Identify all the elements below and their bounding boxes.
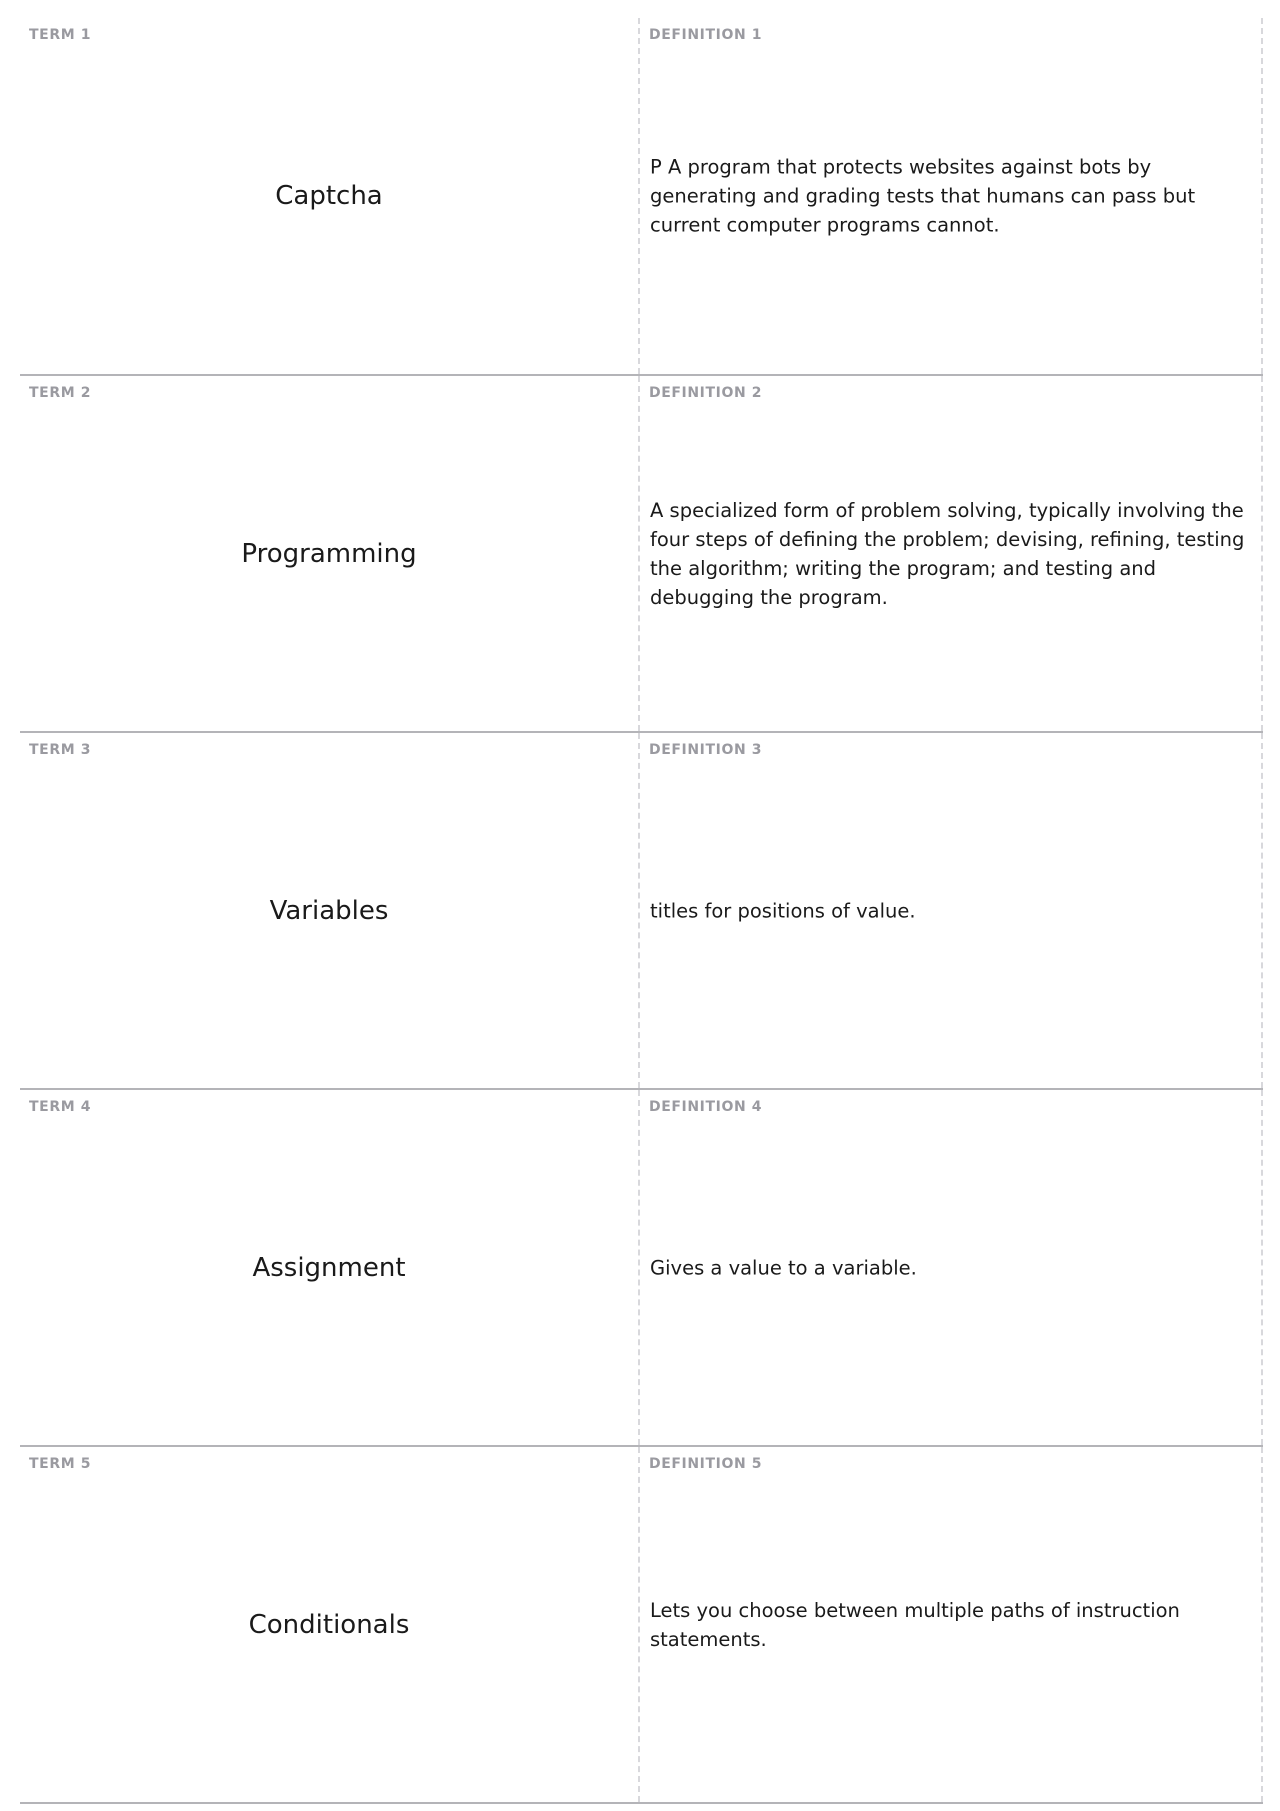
- term-cell: [20, 1447, 640, 1802]
- definition-cell: [640, 18, 1263, 374]
- flashcard-row: [20, 1447, 1263, 1804]
- definition-label: DEFINITION 2: [649, 385, 763, 401]
- term-cell: [20, 1090, 640, 1445]
- term-cell: [20, 18, 640, 374]
- term-text: Variables: [269, 895, 389, 926]
- term-cell: [20, 733, 640, 1088]
- definition-label: DEFINITION 1: [649, 27, 763, 43]
- flashcard-sheet: [20, 18, 1263, 1804]
- definition-text: A specialized form of problem solving, typically involving the four steps of defining the problem; devising, refining, testing the algorithm; writing the program; and testing and debugging the program.: [650, 498, 1245, 609]
- definition-text: P A program that protects websites against bots by generating and grading tests that humans can pass but current computer programs cannot.: [650, 155, 1196, 237]
- definition-cell: [640, 1090, 1263, 1445]
- definition-cell: [640, 733, 1263, 1088]
- term-text: Captcha: [275, 181, 383, 211]
- term-label: TERM 1: [29, 27, 92, 43]
- definition-text: titles for positions of value.: [650, 899, 916, 922]
- term-text: Conditionals: [248, 1609, 410, 1640]
- flashcard-row: [20, 376, 1263, 733]
- definition-label: DEFINITION 3: [649, 742, 763, 758]
- flashcard-row: [20, 1090, 1263, 1447]
- definition-label: DEFINITION 4: [649, 1099, 763, 1115]
- definition-text: Lets you choose between multiple paths of instruction statements.: [650, 1598, 1180, 1651]
- definition-cell: [640, 1447, 1263, 1802]
- term-label: TERM 5: [29, 1456, 92, 1472]
- term-cell: [20, 376, 640, 731]
- definition-cell: [640, 376, 1263, 731]
- definition-label: DEFINITION 5: [649, 1456, 763, 1472]
- definition-text: Gives a value to a variable.: [650, 1256, 917, 1279]
- term-label: TERM 3: [29, 742, 92, 758]
- term-text: Programming: [241, 538, 417, 569]
- term-label: TERM 2: [29, 385, 92, 401]
- flashcard-row: [20, 18, 1263, 376]
- term-label: TERM 4: [29, 1099, 92, 1115]
- term-text: Assignment: [252, 1252, 406, 1283]
- flashcard-row: [20, 733, 1263, 1090]
